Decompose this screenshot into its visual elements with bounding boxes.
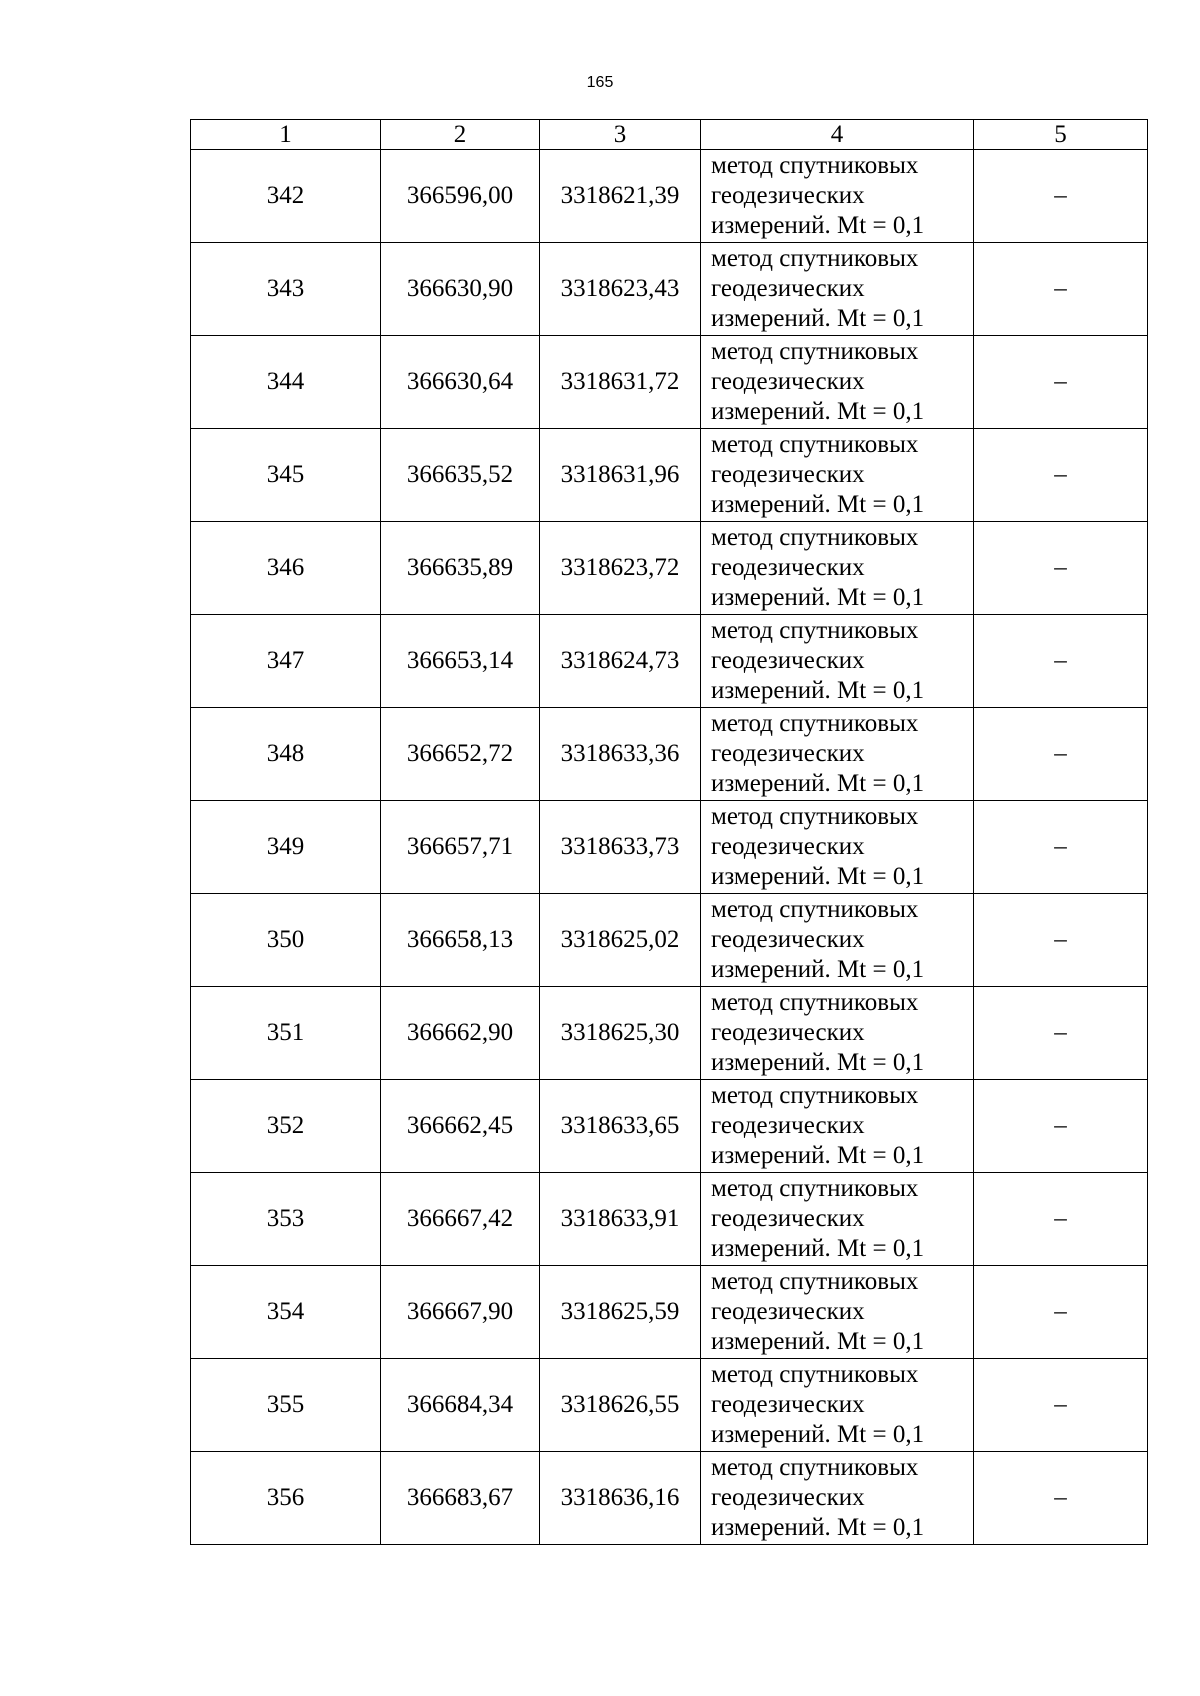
table-row xyxy=(191,429,1148,522)
table-row xyxy=(191,243,1148,336)
x-coordinate-cell: 366652,72 xyxy=(381,708,540,801)
point-number-cell: 355 xyxy=(191,1359,381,1452)
method-text-line: измерений. Mt = 0,1 xyxy=(711,677,925,704)
method-text-line: измерений. Mt = 0,1 xyxy=(711,1142,925,1169)
method-cell xyxy=(701,1359,974,1452)
table-row xyxy=(191,1452,1148,1545)
method-cell xyxy=(701,1173,974,1266)
method-text-line: измерений. Mt = 0,1 xyxy=(711,1514,925,1541)
method-text-line: измерений. Mt = 0,1 xyxy=(711,212,925,239)
method-text-line: измерений. Mt = 0,1 xyxy=(711,1328,925,1355)
method-cell xyxy=(701,243,974,336)
method-text-line: геодезических xyxy=(711,1484,865,1511)
method-text-line: геодезических xyxy=(711,1019,865,1046)
method-text-line: геодезических xyxy=(711,182,865,209)
method-text-line: метод спутниковых xyxy=(711,617,919,644)
note-cell: – xyxy=(974,801,1148,894)
page-number: 165 xyxy=(586,74,614,91)
table-row xyxy=(191,1080,1148,1173)
point-number-cell: 351 xyxy=(191,987,381,1080)
x-coordinate-cell: 366683,67 xyxy=(381,1452,540,1545)
y-coordinate-cell: 3318633,73 xyxy=(540,801,701,894)
method-text-line: геодезических xyxy=(711,275,865,302)
method-text-line: измерений. Mt = 0,1 xyxy=(711,1421,925,1448)
method-text-line: геодезических xyxy=(711,833,865,860)
x-coordinate-cell: 366658,13 xyxy=(381,894,540,987)
point-number-cell: 353 xyxy=(191,1173,381,1266)
y-coordinate-cell: 3318633,91 xyxy=(540,1173,701,1266)
y-coordinate-cell: 3318631,96 xyxy=(540,429,701,522)
y-coordinate-cell: 3318626,55 xyxy=(540,1359,701,1452)
method-cell xyxy=(701,801,974,894)
table-header-row xyxy=(191,120,1148,150)
method-cell xyxy=(701,150,974,243)
note-cell: – xyxy=(974,1452,1148,1545)
x-coordinate-cell: 366667,42 xyxy=(381,1173,540,1266)
note-cell: – xyxy=(974,1080,1148,1173)
x-coordinate-cell: 366662,45 xyxy=(381,1080,540,1173)
note-cell: – xyxy=(974,615,1148,708)
column-header-2: 2 xyxy=(381,120,540,150)
table-row xyxy=(191,1266,1148,1359)
method-text-line: измерений. Mt = 0,1 xyxy=(711,770,925,797)
point-number-cell: 342 xyxy=(191,150,381,243)
method-text-line: геодезических xyxy=(711,1391,865,1418)
y-coordinate-cell: 3318633,65 xyxy=(540,1080,701,1173)
note-cell: – xyxy=(974,1173,1148,1266)
x-coordinate-cell: 366667,90 xyxy=(381,1266,540,1359)
method-text-line: геодезических xyxy=(711,926,865,953)
table-row xyxy=(191,894,1148,987)
method-text-line: измерений. Mt = 0,1 xyxy=(711,398,925,425)
note-cell: – xyxy=(974,987,1148,1080)
method-cell xyxy=(701,522,974,615)
point-number-cell: 348 xyxy=(191,708,381,801)
method-cell xyxy=(701,1266,974,1359)
table-row xyxy=(191,987,1148,1080)
method-text-line: измерений. Mt = 0,1 xyxy=(711,863,925,890)
column-header-3: 3 xyxy=(540,120,701,150)
table-row xyxy=(191,150,1148,243)
y-coordinate-cell: 3318625,02 xyxy=(540,894,701,987)
table-row xyxy=(191,1359,1148,1452)
method-text-line: метод спутниковых xyxy=(711,896,919,923)
column-header-5: 5 xyxy=(974,120,1148,150)
method-text-line: геодезических xyxy=(711,1112,865,1139)
method-cell xyxy=(701,336,974,429)
y-coordinate-cell: 3318625,59 xyxy=(540,1266,701,1359)
method-text-line: метод спутниковых xyxy=(711,1268,919,1295)
method-cell xyxy=(701,615,974,708)
y-coordinate-cell: 3318621,39 xyxy=(540,150,701,243)
x-coordinate-cell: 366684,34 xyxy=(381,1359,540,1452)
point-number-cell: 356 xyxy=(191,1452,381,1545)
y-coordinate-cell: 3318625,30 xyxy=(540,987,701,1080)
table-row xyxy=(191,1173,1148,1266)
note-cell: – xyxy=(974,1359,1148,1452)
point-number-cell: 343 xyxy=(191,243,381,336)
table-row xyxy=(191,522,1148,615)
point-number-cell: 345 xyxy=(191,429,381,522)
coordinates-table xyxy=(190,119,1148,1545)
method-text-line: геодезических xyxy=(711,1298,865,1325)
point-number-cell: 354 xyxy=(191,1266,381,1359)
note-cell: – xyxy=(974,336,1148,429)
method-text-line: измерений. Mt = 0,1 xyxy=(711,584,925,611)
table-row xyxy=(191,708,1148,801)
note-cell: – xyxy=(974,894,1148,987)
x-coordinate-cell: 366635,89 xyxy=(381,522,540,615)
method-text-line: измерений. Mt = 0,1 xyxy=(711,1235,925,1262)
note-cell: – xyxy=(974,708,1148,801)
method-cell xyxy=(701,1452,974,1545)
x-coordinate-cell: 366653,14 xyxy=(381,615,540,708)
method-cell xyxy=(701,894,974,987)
note-cell: – xyxy=(974,243,1148,336)
method-text-line: метод спутниковых xyxy=(711,1361,919,1388)
point-number-cell: 346 xyxy=(191,522,381,615)
method-text-line: геодезических xyxy=(711,461,865,488)
note-cell: – xyxy=(974,522,1148,615)
note-cell: – xyxy=(974,150,1148,243)
method-text-line: метод спутниковых xyxy=(711,524,919,551)
method-text-line: геодезических xyxy=(711,740,865,767)
method-cell xyxy=(701,1080,974,1173)
note-cell: – xyxy=(974,429,1148,522)
y-coordinate-cell: 3318636,16 xyxy=(540,1452,701,1545)
method-text-line: геодезических xyxy=(711,1205,865,1232)
column-header-4: 4 xyxy=(701,120,974,150)
x-coordinate-cell: 366662,90 xyxy=(381,987,540,1080)
table-row xyxy=(191,801,1148,894)
column-header-1: 1 xyxy=(191,120,381,150)
method-text-line: метод спутниковых xyxy=(711,152,919,179)
method-text-line: метод спутниковых xyxy=(711,803,919,830)
point-number-cell: 344 xyxy=(191,336,381,429)
method-text-line: измерений. Mt = 0,1 xyxy=(711,305,925,332)
table-row xyxy=(191,615,1148,708)
method-text-line: метод спутниковых xyxy=(711,989,919,1016)
method-cell xyxy=(701,708,974,801)
method-text-line: метод спутниковых xyxy=(711,338,919,365)
table-row xyxy=(191,336,1148,429)
y-coordinate-cell: 3318633,36 xyxy=(540,708,701,801)
y-coordinate-cell: 3318624,73 xyxy=(540,615,701,708)
method-text-line: метод спутниковых xyxy=(711,1454,919,1481)
x-coordinate-cell: 366630,64 xyxy=(381,336,540,429)
method-text-line: геодезических xyxy=(711,647,865,674)
point-number-cell: 352 xyxy=(191,1080,381,1173)
point-number-cell: 350 xyxy=(191,894,381,987)
method-cell xyxy=(701,987,974,1080)
method-text-line: измерений. Mt = 0,1 xyxy=(711,1049,925,1076)
x-coordinate-cell: 366635,52 xyxy=(381,429,540,522)
method-text-line: метод спутниковых xyxy=(711,710,919,737)
point-number-cell: 347 xyxy=(191,615,381,708)
method-text-line: геодезических xyxy=(711,368,865,395)
y-coordinate-cell: 3318623,43 xyxy=(540,243,701,336)
y-coordinate-cell: 3318631,72 xyxy=(540,336,701,429)
note-cell: – xyxy=(974,1266,1148,1359)
method-text-line: геодезических xyxy=(711,554,865,581)
method-text-line: метод спутниковых xyxy=(711,245,919,272)
y-coordinate-cell: 3318623,72 xyxy=(540,522,701,615)
method-text-line: метод спутниковых xyxy=(711,1082,919,1109)
method-text-line: измерений. Mt = 0,1 xyxy=(711,491,925,518)
method-text-line: метод спутниковых xyxy=(711,1175,919,1202)
method-cell xyxy=(701,429,974,522)
x-coordinate-cell: 366630,90 xyxy=(381,243,540,336)
x-coordinate-cell: 366596,00 xyxy=(381,150,540,243)
method-text-line: метод спутниковых xyxy=(711,431,919,458)
point-number-cell: 349 xyxy=(191,801,381,894)
x-coordinate-cell: 366657,71 xyxy=(381,801,540,894)
table-body xyxy=(191,150,1148,1545)
method-text-line: измерений. Mt = 0,1 xyxy=(711,956,925,983)
